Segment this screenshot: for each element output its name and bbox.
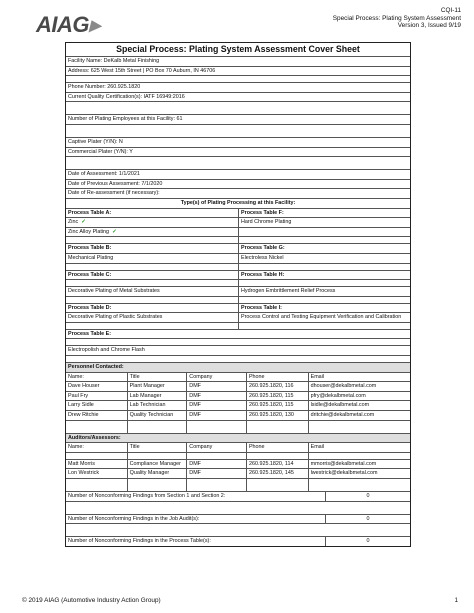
blank-cell (238, 280, 410, 286)
column-header-title: Title (127, 443, 187, 452)
column-header-email: Email (308, 373, 410, 382)
blank-row (66, 339, 410, 345)
auditor-phone[interactable]: 260.925.1820, 145 (246, 469, 308, 478)
column-header-title: Title (127, 373, 187, 382)
check-icon: ✓ (112, 228, 117, 235)
personnel-title[interactable]: Lab Manager (127, 392, 187, 401)
date-of-assessment-field[interactable]: Date of Assessment: 1/1/2021 (68, 171, 140, 178)
blank-cell[interactable] (66, 479, 127, 491)
blank-cell (238, 323, 410, 329)
personnel-title[interactable]: Plant Manager (127, 382, 187, 391)
personnel-phone[interactable]: 260.925.1820, 116 (246, 382, 308, 391)
process-item[interactable]: Decorative Plating of Metal Substrates (68, 288, 160, 295)
process-table-b-label: Process Table B: (68, 245, 112, 252)
personnel-email[interactable]: dhouser@dekalbmetal.com (308, 382, 410, 391)
process-item[interactable]: Hard Chrome Plating (238, 218, 410, 227)
doc-title: Special Process: Plating System Assessment (332, 14, 461, 22)
table-row-blank (66, 420, 410, 433)
cover-sheet-form (65, 42, 411, 547)
personnel-phone[interactable]: 260.925.1820, 130 (246, 411, 308, 420)
blank-row (66, 356, 410, 362)
findings-section-label: Number of Nonconforming Findings from Section 1 and Section 2: (66, 492, 326, 501)
process-table-c-label: Process Table C: (68, 271, 112, 278)
process-item[interactable]: Mechanical Plating (68, 254, 114, 261)
process-item[interactable]: Electropolish and Chrome Flash (68, 347, 145, 354)
personnel-email[interactable]: pfry@dekalbmetal.com (308, 392, 410, 401)
findings-job-audit-value[interactable]: 0 (366, 515, 370, 522)
findings-row (66, 536, 410, 546)
blank-cell[interactable] (308, 479, 410, 491)
column-header-email: Email (308, 443, 410, 452)
personnel-title[interactable]: Quality Technician (127, 411, 187, 420)
process-item[interactable]: Hydrogen Embrittlement Relief Process (238, 287, 410, 296)
auditor-title[interactable]: Quality Manager (127, 469, 187, 478)
blank-row (66, 125, 410, 137)
blank-cell (66, 237, 238, 243)
blank-row (66, 102, 410, 114)
blank-row (66, 502, 410, 514)
personnel-column-headers (66, 372, 410, 382)
phone-field[interactable]: Phone Number: 260.925.1820 (68, 84, 141, 91)
personnel-company[interactable]: DMF (186, 401, 246, 410)
process-item[interactable]: Decorative Plating of Plastic Substrates (68, 314, 163, 321)
commercial-plater-field[interactable]: Commercial Plater (Y/N): Y (68, 148, 133, 155)
auditor-company[interactable]: DMF (186, 460, 246, 469)
auditor-column-headers (66, 442, 410, 452)
blank-row (66, 157, 410, 169)
check-icon: ✓ (81, 219, 86, 226)
doc-version: Version 3, Issued 9/19 (397, 22, 461, 30)
blank-cell (238, 264, 410, 270)
blank-cell[interactable] (127, 479, 187, 491)
blank-cell[interactable] (246, 453, 308, 459)
blank-cell[interactable] (186, 479, 246, 491)
personnel-company[interactable]: DMF (186, 411, 246, 420)
findings-job-audit-label: Number of Nonconforming Findings in the Job Audit(s): (66, 515, 326, 524)
findings-process-table-value[interactable]: 0 (366, 538, 370, 545)
process-table-h-label: Process Table H: (238, 271, 410, 280)
personnel-header: Personnel Contacted: (66, 363, 410, 372)
blank-cell[interactable] (66, 453, 127, 459)
blank-cell[interactable] (246, 421, 308, 433)
blank-cell[interactable] (186, 421, 246, 433)
auditor-email[interactable]: lwestrick@dekalbmetal.com (308, 469, 410, 478)
blank-row (66, 76, 410, 82)
blank-cell[interactable] (246, 479, 308, 491)
certification-field[interactable]: Current Quality Certification(s): IATF 16949:2016 (68, 93, 185, 100)
address-field[interactable]: Address: 625 West 15th Street | PO Box 70 Auburn, IN 46706 (68, 67, 216, 74)
document-header (333, 7, 461, 30)
personnel-company[interactable]: DMF (186, 392, 246, 401)
aiag-logo: AIAG▸ (36, 12, 100, 37)
blank-cell[interactable] (127, 421, 187, 433)
auditor-name[interactable]: Lon Westrick (68, 470, 100, 477)
blank-cell (238, 237, 410, 243)
date-reassessment-field[interactable]: Date of Re-assessment (if necessary): (68, 190, 160, 197)
blank-cell (66, 264, 238, 270)
table-row-blank (66, 452, 410, 459)
personnel-name[interactable]: Drew Ritchie (68, 412, 99, 419)
column-header-phone: Phone (246, 373, 308, 382)
column-header-company: Company (186, 443, 246, 452)
date-previous-assessment-field[interactable]: Date of Previous Assessment: 7/1/2020 (68, 180, 163, 187)
form-title: Special Process: Plating System Assessment Cover Sheet (116, 44, 360, 54)
employees-field[interactable]: Number of Plating Employees at this Facility: 61 (68, 116, 183, 123)
personnel-email[interactable]: dritchie@dekalbmetal.com (308, 411, 410, 420)
personnel-phone[interactable]: 260.925.1820, 115 (246, 401, 308, 410)
table-row (66, 381, 410, 391)
process-table-g-label: Process Table G: (238, 244, 410, 253)
table-row (66, 400, 410, 410)
column-header-phone: Phone (246, 443, 308, 452)
personnel-phone[interactable]: 260.925.1820, 115 (246, 392, 308, 401)
blank-cell[interactable] (186, 453, 246, 459)
process-table-f-label: Process Table F: (238, 209, 410, 218)
table-row (66, 459, 410, 469)
personnel-company[interactable]: DMF (186, 382, 246, 391)
column-header-company: Company (186, 373, 246, 382)
blank-cell[interactable] (308, 453, 410, 459)
blank-cell[interactable] (127, 453, 187, 459)
process-item[interactable]: Zinc ✓ (68, 219, 86, 226)
table-row-blank (66, 478, 410, 491)
blank-cell (66, 323, 238, 329)
blank-cell[interactable] (308, 421, 410, 433)
auditor-phone[interactable]: 260.925.1820, 114 (246, 460, 308, 469)
captive-plater-field[interactable]: Captive Plater (Y/N): N (68, 138, 123, 145)
plating-types-header: Type(s) of Plating Processing at this Facility: (180, 199, 296, 206)
table-row (66, 468, 410, 478)
blank-cell[interactable] (66, 421, 127, 433)
process-item[interactable]: Electroless Nickel (238, 254, 410, 263)
process-item-blank[interactable] (238, 228, 410, 237)
doc-id: CQI-11 (440, 7, 461, 14)
findings-row (66, 514, 410, 524)
table-row (66, 410, 410, 420)
auditor-email[interactable]: mmorris@dekalbmetal.com (308, 460, 410, 469)
blank-cell (238, 297, 410, 303)
findings-section-value[interactable]: 0 (366, 493, 370, 499)
auditor-company[interactable]: DMF (186, 469, 246, 478)
table-row (66, 391, 410, 401)
process-item[interactable]: Zinc Alloy Plating ✓ (68, 228, 117, 235)
blank-row (66, 524, 410, 536)
auditor-name[interactable]: Matt Morris (68, 460, 95, 467)
footer-copyright: © 2019 AIAG (Automotive Industry Action Group) (22, 597, 161, 604)
page-number: 1 (454, 597, 458, 604)
column-header-name: Name: (68, 373, 84, 380)
personnel-title[interactable]: Lab Technician (127, 401, 187, 410)
personnel-name[interactable]: Larry Sidle (68, 402, 94, 409)
blank-cell (66, 280, 238, 286)
personnel-name[interactable]: Dave Houser (68, 383, 100, 390)
process-table-e-label: Process Table E: (68, 330, 112, 337)
facility-name-field[interactable]: Facility Name: DeKalb Metal Finishing (68, 58, 160, 64)
personnel-email[interactable]: lsidle@dekalbmetal.com (308, 401, 410, 410)
process-table-i-label: Process Table I: (238, 304, 410, 313)
process-table-d-label: Process Table D: (68, 304, 112, 311)
auditors-header: Auditors/Assessors: (66, 434, 410, 443)
findings-process-table-label: Number of Nonconforming Findings in the Process Table(s): (66, 537, 326, 546)
column-header-name: Name: (68, 444, 84, 451)
blank-cell (66, 297, 238, 303)
process-item[interactable]: Process Control and Testing Equipment Verification and Calibration (238, 313, 410, 322)
process-table-a-label: Process Table A: (68, 209, 112, 216)
auditor-title[interactable]: Compliance Manager (127, 460, 187, 469)
findings-row (66, 491, 410, 501)
personnel-name[interactable]: Paul Fry (68, 392, 89, 399)
